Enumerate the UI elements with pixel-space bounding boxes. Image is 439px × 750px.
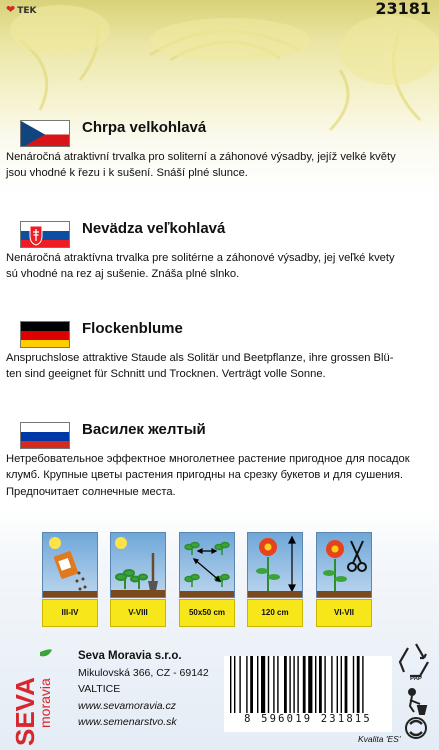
icon-label: VI-VII [316,599,372,627]
icon-label: 50x50 cm [179,599,235,627]
text-line: ten sind geeignet für Schnitt und Trocknen. Verträgt volle Sonne. [6,368,326,381]
tidyman-icon [409,689,426,714]
section-title: Flockenblume [82,320,183,337]
slovak-flag-icon [20,221,70,248]
company-name: Seva Moravia s.r.o. [78,650,182,662]
text-line: sú vhodné na rez aj sušenie. Znáša plné slnko. [6,268,240,281]
planting-out-icon [110,532,166,630]
recycle-label: PAP [410,676,422,682]
logo-brand-text: SEVA [10,677,40,746]
company-website-link[interactable]: www.semenarstvo.sk [78,716,177,728]
company-info [78,648,209,731]
section-text [6,350,436,383]
spacing-icon [179,532,235,630]
russian-flag-icon [20,422,70,449]
green-dot-icon [406,718,426,738]
header-bar [0,0,439,16]
czech-flag-icon [20,120,70,147]
icon-label: III-IV [42,599,98,627]
section-text [6,451,436,500]
text-line: Nenáročná atraktivní trvalka pro soliterní a záhonové výsadby, jejíž velké květy [6,151,396,163]
logo-sub-text: moravia [37,678,53,728]
section-text [6,149,436,182]
section-title: Василек желтый [82,421,206,438]
icon-label: 120 cm [247,599,303,627]
icon-label: V-VIII [110,599,166,627]
text-line: Предпочитает солнечные места. [6,485,176,498]
text-line: Нетребовательное эффектное многолетнее растение пригодное для посадок [6,453,410,465]
seva-moravia-logo [10,646,54,748]
section-text [6,250,436,283]
height-icon [247,532,303,630]
recycle-icon [400,644,428,676]
text-line: Anspruchslose attraktive Staude als Solitär und Beetpflanze, ihre grossen Blü- [6,352,394,364]
cultivation-icons [42,532,432,630]
heart-icon: ❤ [6,3,16,16]
company-address: Mikulovská 366, CZ - 69142 [78,666,209,679]
company-website-link[interactable]: www.sevamoravia.cz [78,699,177,712]
tek-label: TEK [17,6,37,16]
tek-badge [6,3,36,16]
text-line: jsou vhodné k řezu i k sušení. Snáší plné slunce. [6,167,248,180]
text-line: клумб. Крупные цветы растения пригодны на срезку букетов и для сушения. [6,469,404,482]
barcode-number: 8 596019 231815 [224,713,392,725]
recycle-symbols [396,640,436,740]
background-flower-photo [0,0,439,140]
section-title: Chrpa velkohlavá [82,119,207,136]
quality-label: Kvalita 'ES' [358,734,401,744]
german-flag-icon [20,321,70,348]
sowing-indoor-icon [42,532,98,630]
text-line: Nenáročná atraktívna trvalka pre solitérne a záhonové výsadby, jej veľké kvety [6,252,395,264]
company-city: VALTICE [78,683,121,695]
flowering-cutting-icon [316,532,372,630]
section-title: Nevädza veľkohlavá [82,220,226,237]
product-code: 23181 [375,0,431,18]
